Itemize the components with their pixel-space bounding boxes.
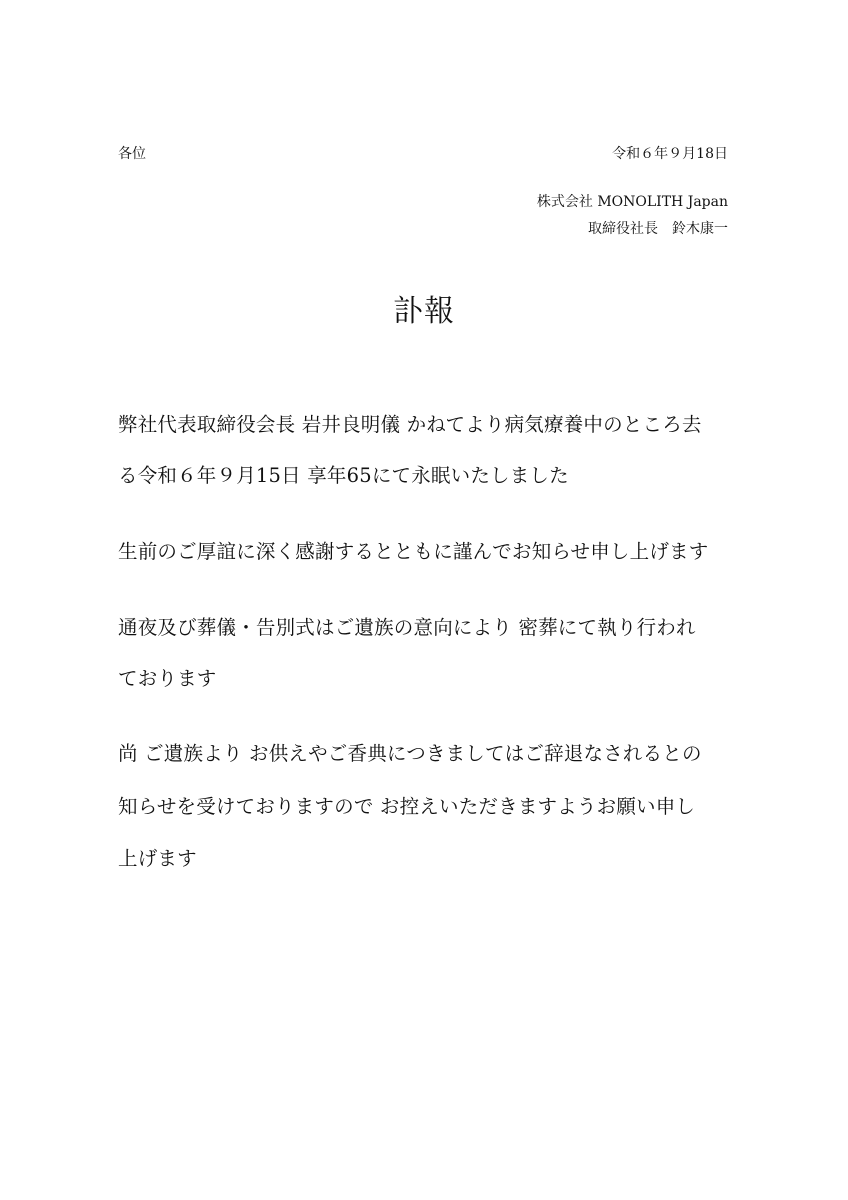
issue-date: 令和６年９月18日	[612, 146, 728, 162]
body-line: 生前のご厚誼に深く感謝するとともに謹んでお知らせ申し上げます	[118, 540, 709, 563]
document-title: 訃報	[393, 294, 455, 329]
body-line: 上げます	[118, 847, 197, 870]
body-line: 尚 ご遺族より お供えやご香典につきましてはご辞退なされるとの	[118, 742, 702, 765]
body-line: ております	[118, 667, 217, 690]
signatory: 取締役社長 鈴木康一	[588, 221, 728, 237]
body-line: 知らせを受けておりますので お控えいただきますようお願い申し	[118, 795, 696, 818]
addressee: 各位	[118, 146, 146, 162]
body-line: る令和６年９月15日 享年65にて永眠いたしました	[118, 464, 569, 487]
company-name: 株式会社 MONOLITH Japan	[536, 194, 728, 210]
body-line: 弊社代表取締役会長 岩井良明儀 かねてより病気療養中のところ去	[118, 413, 702, 436]
body-line: 通夜及び葬儀・告別式はご遺族の意向により 密葬にて執り行われ	[118, 616, 696, 639]
